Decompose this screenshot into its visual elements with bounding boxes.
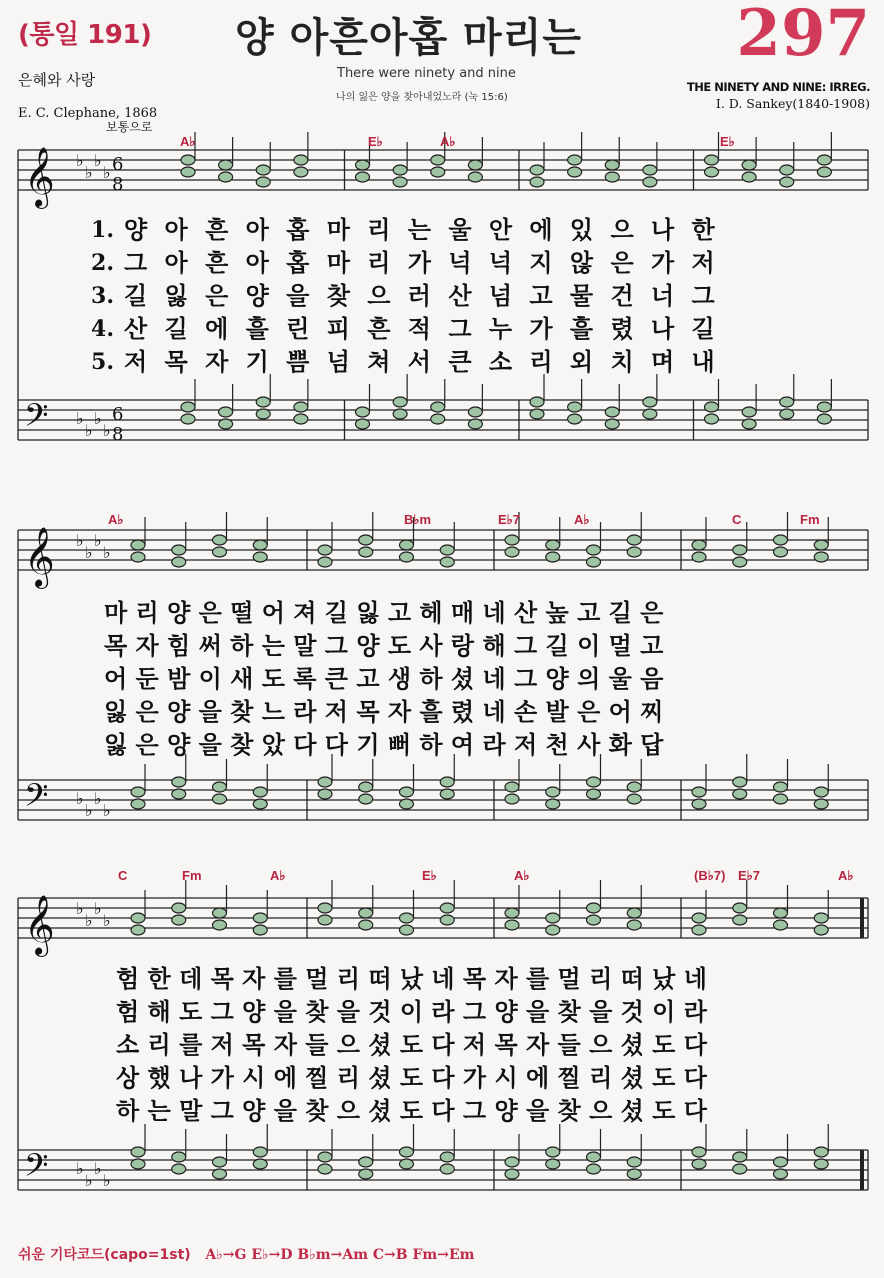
note-head xyxy=(530,165,544,175)
flat-sign: ♭ xyxy=(85,1171,93,1190)
note-head xyxy=(774,547,788,557)
note-head xyxy=(742,407,756,417)
flat-sign: ♭ xyxy=(103,801,111,820)
note-head xyxy=(530,409,544,419)
bass-clef: 𝄢 xyxy=(24,397,49,441)
lyric-line: 3. 길 잃 은 양 을 찾 으 러 산 넘 고 물 건 너 그 xyxy=(91,282,720,310)
english-title: There were ninety and nine xyxy=(337,66,516,81)
note-head xyxy=(213,782,227,792)
note-head xyxy=(253,913,267,923)
chord-label: A♭ xyxy=(108,512,124,527)
flat-sign: ♭ xyxy=(103,911,111,930)
flat-sign: ♭ xyxy=(94,409,102,428)
note-head xyxy=(505,920,519,930)
note-head xyxy=(530,177,544,187)
note-head xyxy=(643,177,657,187)
lyric-line: 어 둔 밤 이 새 도 록 큰 고 생 하 셨 네 그 양 의 울 음 xyxy=(104,665,664,693)
note-head xyxy=(253,1147,267,1157)
note-head xyxy=(568,155,582,165)
note-head xyxy=(213,547,227,557)
note-head xyxy=(774,920,788,930)
note-head xyxy=(131,540,145,550)
tongil-number: (통일 191) xyxy=(18,20,152,50)
note-head xyxy=(400,1147,414,1157)
note-head xyxy=(546,540,560,550)
note-head xyxy=(359,908,373,918)
note-head xyxy=(774,908,788,918)
note-head xyxy=(256,409,270,419)
note-head xyxy=(742,160,756,170)
flat-sign: ♭ xyxy=(94,1159,102,1178)
note-head xyxy=(356,172,370,182)
lyric-line: 5. 저 목 자 기 쁨 넘 쳐 서 큰 소 리 외 치 며 내 xyxy=(91,348,720,376)
note-head xyxy=(587,789,601,799)
category-label: 은혜와 사랑 xyxy=(18,71,96,89)
tempo-marking: 보통으로 xyxy=(106,120,153,134)
flat-sign: ♭ xyxy=(76,531,84,550)
lyric-line: 목 자 힘 써 하 는 말 그 양 도 사 랑 해 그 길 이 멀 고 xyxy=(104,632,664,660)
flat-sign: ♭ xyxy=(76,899,84,918)
note-head xyxy=(505,1157,519,1167)
note-head xyxy=(733,545,747,555)
note-head xyxy=(131,787,145,797)
note-head xyxy=(213,535,227,545)
note-head xyxy=(219,419,233,429)
note-head xyxy=(733,789,747,799)
note-head xyxy=(627,794,641,804)
note-head xyxy=(131,913,145,923)
treble-clef: 𝄞 xyxy=(24,147,55,207)
chord-label: B♭m xyxy=(404,512,432,527)
note-head xyxy=(253,552,267,562)
note-head xyxy=(643,409,657,419)
lyrics-system-3 xyxy=(116,963,870,1128)
note-head xyxy=(627,1169,641,1179)
note-head xyxy=(431,155,445,165)
note-head xyxy=(131,925,145,935)
note-head xyxy=(172,915,186,925)
chord-label: Fm xyxy=(800,512,820,527)
note-head xyxy=(468,172,482,182)
time-sig-top: 6 xyxy=(112,154,124,175)
note-head xyxy=(431,414,445,424)
chord-label: C xyxy=(118,868,128,883)
note-head xyxy=(393,177,407,187)
chord-label: A♭ xyxy=(514,868,530,883)
note-head xyxy=(733,557,747,567)
flat-sign: ♭ xyxy=(94,531,102,550)
note-head xyxy=(627,920,641,930)
note-head xyxy=(213,1169,227,1179)
chord-label: E♭ xyxy=(422,868,437,883)
note-head xyxy=(356,160,370,170)
note-head xyxy=(814,540,828,550)
flat-sign: ♭ xyxy=(103,163,111,182)
note-head xyxy=(692,913,706,923)
hymn-title: 양 아흔아홉 마리는 xyxy=(235,15,582,61)
note-head xyxy=(440,545,454,555)
note-head xyxy=(181,402,195,412)
note-head xyxy=(131,799,145,809)
lyric-line: 소 리 를 저 목 자 들 으 셨 도 다 저 목 자 들 으 셨 도 다 xyxy=(116,1031,707,1059)
note-head xyxy=(587,915,601,925)
flat-sign: ♭ xyxy=(103,543,111,562)
note-head xyxy=(359,1157,373,1167)
note-head xyxy=(256,165,270,175)
note-head xyxy=(774,1169,788,1179)
note-head xyxy=(692,1159,706,1169)
note-head xyxy=(400,925,414,935)
lyric-line: 상 했 나 가 시 에 찔 리 셨 도 다 가 시 에 찔 리 셨 도 다 xyxy=(116,1064,707,1092)
tune-name: THE NINETY AND NINE: IRREG. xyxy=(686,80,870,94)
note-head xyxy=(627,1157,641,1167)
note-head xyxy=(131,1159,145,1169)
note-head xyxy=(219,407,233,417)
chord-label: E♭ xyxy=(720,134,735,149)
note-head xyxy=(468,407,482,417)
note-head xyxy=(440,1152,454,1162)
note-head xyxy=(774,782,788,792)
flat-sign: ♭ xyxy=(76,151,84,170)
author-credit: E. C. Clephane, 1868 xyxy=(18,106,158,121)
time-sig-bottom: 8 xyxy=(112,424,124,445)
note-head xyxy=(546,1147,560,1157)
note-head xyxy=(318,545,332,555)
note-head xyxy=(530,397,544,407)
note-head xyxy=(692,552,706,562)
flat-sign: ♭ xyxy=(76,789,84,808)
note-head xyxy=(780,397,794,407)
note-head xyxy=(568,414,582,424)
chord-label: A♭ xyxy=(574,512,590,527)
lyric-line: 하 는 말 그 양 을 찾 으 셨 도 다 그 양 을 찾 으 셨 도 다 xyxy=(116,1097,707,1125)
note-head xyxy=(505,782,519,792)
note-head xyxy=(294,167,308,177)
note-head xyxy=(359,920,373,930)
chord-label: C xyxy=(732,512,742,527)
lyric-line: 험 해 도 그 양 을 찾 을 것 이 라 그 양 을 찾 을 것 이 라 xyxy=(116,998,707,1026)
bass-clef: 𝄢 xyxy=(24,777,49,821)
note-head xyxy=(219,160,233,170)
note-head xyxy=(172,557,186,567)
note-head xyxy=(705,155,719,165)
note-head xyxy=(172,1164,186,1174)
note-head xyxy=(733,1152,747,1162)
note-head xyxy=(213,908,227,918)
note-head xyxy=(431,167,445,177)
chord-label: (B♭7) xyxy=(694,868,726,883)
note-head xyxy=(172,777,186,787)
note-head xyxy=(318,1152,332,1162)
note-head xyxy=(172,789,186,799)
note-head xyxy=(318,915,332,925)
note-head xyxy=(253,540,267,550)
note-head xyxy=(587,1164,601,1174)
note-head xyxy=(814,799,828,809)
note-head xyxy=(814,787,828,797)
note-head xyxy=(814,1159,828,1169)
note-head xyxy=(705,414,719,424)
note-head xyxy=(359,1169,373,1179)
note-head xyxy=(505,908,519,918)
note-head xyxy=(643,397,657,407)
note-head xyxy=(393,409,407,419)
note-head xyxy=(256,397,270,407)
note-head xyxy=(172,545,186,555)
note-head xyxy=(431,402,445,412)
note-head xyxy=(356,419,370,429)
lyric-line: 잃 은 양 을 찾 았 다 다 기 뻐 하 여 라 저 천 사 화 답 xyxy=(104,731,664,759)
note-head xyxy=(814,913,828,923)
guitar-chord-footer xyxy=(18,1244,474,1264)
note-head xyxy=(627,908,641,918)
note-head xyxy=(400,787,414,797)
note-head xyxy=(774,535,788,545)
note-head xyxy=(817,402,831,412)
note-head xyxy=(814,552,828,562)
chord-label: A♭ xyxy=(838,868,854,883)
note-head xyxy=(705,167,719,177)
note-head xyxy=(505,535,519,545)
note-head xyxy=(181,155,195,165)
footer-mappings: A♭→G E♭→D B♭m→Am C→B Fm→Em xyxy=(205,1247,475,1263)
note-head xyxy=(817,167,831,177)
flat-sign: ♭ xyxy=(103,421,111,440)
flat-sign: ♭ xyxy=(76,1159,84,1178)
time-sig-bottom: 8 xyxy=(112,174,124,195)
note-head xyxy=(213,920,227,930)
note-head xyxy=(587,903,601,913)
note-head xyxy=(294,402,308,412)
note-head xyxy=(505,1169,519,1179)
note-head xyxy=(393,397,407,407)
note-head xyxy=(568,167,582,177)
note-head xyxy=(440,903,454,913)
scripture-reference: 나의 잃은 양을 찾아내었노라 (눅 15:6) xyxy=(336,92,508,103)
flat-sign: ♭ xyxy=(94,899,102,918)
note-head xyxy=(172,1152,186,1162)
note-head xyxy=(219,172,233,182)
flat-sign: ♭ xyxy=(85,421,93,440)
note-head xyxy=(692,1147,706,1157)
note-head xyxy=(505,794,519,804)
flat-sign: ♭ xyxy=(94,151,102,170)
flat-sign: ♭ xyxy=(85,911,93,930)
note-head xyxy=(468,419,482,429)
note-head xyxy=(213,794,227,804)
note-head xyxy=(605,160,619,170)
note-head xyxy=(400,540,414,550)
note-head xyxy=(742,172,756,182)
note-head xyxy=(440,1164,454,1174)
treble-clef: 𝄞 xyxy=(24,895,55,955)
note-head xyxy=(605,172,619,182)
flat-sign: ♭ xyxy=(85,163,93,182)
note-head xyxy=(400,913,414,923)
note-head xyxy=(692,925,706,935)
lyric-line: 2. 그 아 흔 아 홉 마 리 가 넉 넉 지 않 은 가 저 xyxy=(91,249,720,277)
flat-sign: ♭ xyxy=(85,801,93,820)
lyric-line: 험 한 데 목 자 를 멀 리 떠 났 네 목 자 를 멀 리 떠 났 네 xyxy=(116,965,707,993)
note-head xyxy=(359,794,373,804)
lyric-line: 마 리 양 은 떨 어 져 길 잃 고 헤 매 네 산 높 고 길 은 xyxy=(104,599,664,627)
note-head xyxy=(733,1164,747,1174)
note-head xyxy=(780,409,794,419)
note-head xyxy=(256,177,270,187)
note-head xyxy=(400,552,414,562)
note-head xyxy=(440,557,454,567)
note-head xyxy=(587,545,601,555)
treble-clef: 𝄞 xyxy=(24,527,55,587)
note-head xyxy=(181,414,195,424)
note-head xyxy=(780,165,794,175)
chord-label: A♭ xyxy=(180,134,196,149)
note-head xyxy=(356,407,370,417)
bass-clef: 𝄢 xyxy=(24,1147,49,1191)
chord-label: E♭ xyxy=(368,134,383,149)
note-head xyxy=(692,540,706,550)
note-head xyxy=(546,925,560,935)
note-head xyxy=(733,777,747,787)
note-head xyxy=(253,925,267,935)
footer-label: 쉬운 기타코드(capo=1st) xyxy=(18,1247,191,1263)
note-head xyxy=(774,794,788,804)
lyric-line: 1. 양 아 흔 아 홉 마 리 는 울 안 에 있 으 나 한 xyxy=(91,216,720,244)
note-head xyxy=(587,777,601,787)
chord-label: A♭ xyxy=(440,134,456,149)
chord-label: E♭7 xyxy=(738,868,761,883)
note-head xyxy=(627,782,641,792)
note-head xyxy=(627,547,641,557)
note-head xyxy=(568,402,582,412)
flat-sign: ♭ xyxy=(103,1171,111,1190)
note-head xyxy=(692,799,706,809)
chord-label: E♭7 xyxy=(498,512,521,527)
note-head xyxy=(546,1159,560,1169)
note-head xyxy=(733,903,747,913)
note-head xyxy=(605,419,619,429)
note-head xyxy=(318,557,332,567)
lyrics-system-1 xyxy=(84,214,870,379)
note-head xyxy=(359,782,373,792)
note-head xyxy=(587,1152,601,1162)
note-head xyxy=(318,777,332,787)
note-head xyxy=(253,1159,267,1169)
note-head xyxy=(468,160,482,170)
note-head xyxy=(742,419,756,429)
note-head xyxy=(627,535,641,545)
time-sig-top: 6 xyxy=(112,404,124,425)
note-head xyxy=(780,177,794,187)
note-head xyxy=(546,799,560,809)
note-head xyxy=(400,1159,414,1169)
note-head xyxy=(318,1164,332,1174)
note-head xyxy=(440,915,454,925)
note-head xyxy=(253,799,267,809)
flat-sign: ♭ xyxy=(94,789,102,808)
note-head xyxy=(440,777,454,787)
composer-credit: I. D. Sankey(1840-1908) xyxy=(715,96,870,111)
lyric-line: 잃 은 양 을 찾 느 라 저 목 자 흘 렸 네 손 발 은 어 찌 xyxy=(104,698,664,726)
note-head xyxy=(705,402,719,412)
note-head xyxy=(294,414,308,424)
note-head xyxy=(359,535,373,545)
note-head xyxy=(692,787,706,797)
note-head xyxy=(213,1157,227,1167)
note-head xyxy=(400,799,414,809)
note-head xyxy=(587,557,601,567)
note-head xyxy=(817,414,831,424)
note-head xyxy=(605,407,619,417)
chord-label: A♭ xyxy=(270,868,286,883)
note-head xyxy=(131,1147,145,1157)
note-head xyxy=(546,787,560,797)
note-head xyxy=(172,903,186,913)
note-head xyxy=(318,903,332,913)
flat-sign: ♭ xyxy=(76,409,84,428)
note-head xyxy=(733,915,747,925)
note-head xyxy=(253,787,267,797)
note-head xyxy=(359,547,373,557)
note-head xyxy=(814,1147,828,1157)
note-head xyxy=(546,552,560,562)
chord-label: Fm xyxy=(182,868,202,883)
flat-sign: ♭ xyxy=(85,543,93,562)
note-head xyxy=(505,547,519,557)
note-head xyxy=(643,165,657,175)
note-head xyxy=(318,789,332,799)
note-head xyxy=(817,155,831,165)
hymn-number: 297 xyxy=(736,0,870,71)
note-head xyxy=(393,165,407,175)
note-head xyxy=(774,1157,788,1167)
note-head xyxy=(546,913,560,923)
note-head xyxy=(294,155,308,165)
lyric-line: 4. 산 길 에 흘 린 피 흔 적 그 누 가 흘 렸 나 길 xyxy=(91,315,720,343)
note-head xyxy=(440,789,454,799)
note-head xyxy=(181,167,195,177)
note-head xyxy=(131,552,145,562)
note-head xyxy=(814,925,828,935)
lyrics-system-2 xyxy=(104,597,870,762)
